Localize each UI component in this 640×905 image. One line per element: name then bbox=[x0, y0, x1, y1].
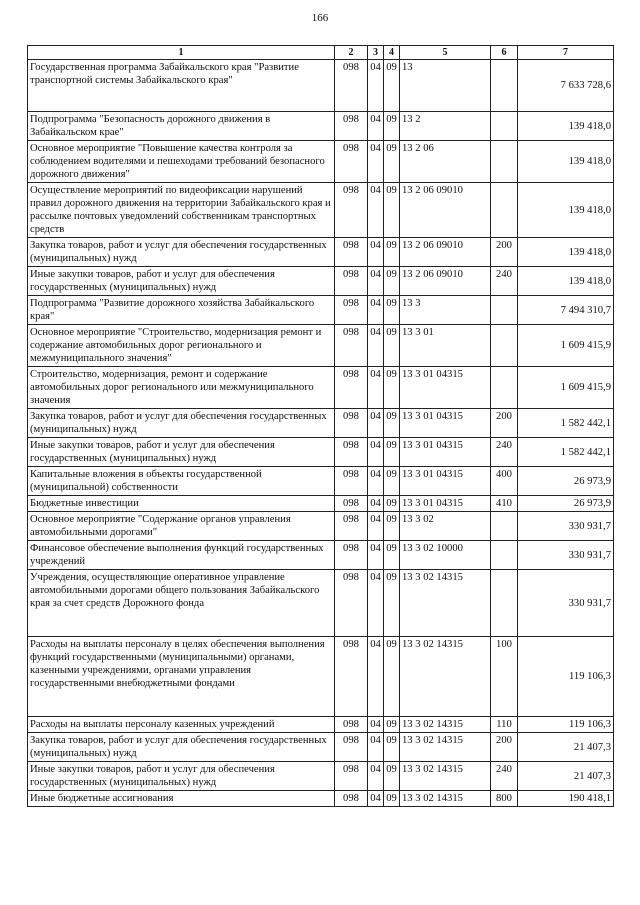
row-target-article: 13 3 02 14315 bbox=[400, 762, 491, 791]
row-admin-code: 098 bbox=[335, 112, 368, 141]
row-name: Основное мероприятие "Повышение качества контроля за соблюдением водителями и пешеходами требований безопасного дорожного движения" bbox=[28, 141, 335, 183]
row-amount: 119 106,3 bbox=[518, 717, 614, 733]
row-subsection-code: 09 bbox=[384, 238, 400, 267]
row-target-article: 13 3 02 14315 bbox=[400, 791, 491, 807]
table-row bbox=[28, 733, 614, 762]
table-row bbox=[28, 296, 614, 325]
row-amount: 1 582 442,1 bbox=[518, 438, 614, 467]
row-name: Бюджетные инвестиции bbox=[28, 496, 335, 512]
row-name: Расходы на выплаты персоналу в целях обеспечения выполнения функций государственными (муниципальными) органами, казенными учреждениями, органами управления государственными внебюджетными фондами bbox=[28, 637, 335, 717]
row-subsection-code: 09 bbox=[384, 512, 400, 541]
row-amount: 21 407,3 bbox=[518, 733, 614, 762]
row-amount: 119 106,3 bbox=[518, 637, 614, 717]
row-subsection-code: 09 bbox=[384, 325, 400, 367]
row-amount: 1 609 415,9 bbox=[518, 367, 614, 409]
row-section-code: 04 bbox=[368, 512, 384, 541]
row-amount: 7 633 728,6 bbox=[518, 60, 614, 112]
row-expense-type bbox=[491, 367, 518, 409]
row-name: Основное мероприятие "Содержание органов управления автомобильными дорогами" bbox=[28, 512, 335, 541]
row-target-article: 13 3 01 bbox=[400, 325, 491, 367]
row-expense-type: 240 bbox=[491, 267, 518, 296]
header-col-6: 6 bbox=[491, 46, 518, 60]
row-amount: 1 582 442,1 bbox=[518, 409, 614, 438]
row-section-code: 04 bbox=[368, 717, 384, 733]
header-col-2: 2 bbox=[335, 46, 368, 60]
row-target-article: 13 3 02 14315 bbox=[400, 637, 491, 717]
row-amount: 139 418,0 bbox=[518, 141, 614, 183]
header-col-4: 4 bbox=[384, 46, 400, 60]
table-row bbox=[28, 238, 614, 267]
row-target-article: 13 3 01 04315 bbox=[400, 467, 491, 496]
row-subsection-code: 09 bbox=[384, 467, 400, 496]
row-section-code: 04 bbox=[368, 267, 384, 296]
row-section-code: 04 bbox=[368, 183, 384, 238]
row-section-code: 04 bbox=[368, 496, 384, 512]
row-subsection-code: 09 bbox=[384, 637, 400, 717]
table-row bbox=[28, 762, 614, 791]
row-name: Иные бюджетные ассигнования bbox=[28, 791, 335, 807]
row-amount: 139 418,0 bbox=[518, 112, 614, 141]
table-row bbox=[28, 467, 614, 496]
row-subsection-code: 09 bbox=[384, 733, 400, 762]
row-target-article: 13 3 02 bbox=[400, 512, 491, 541]
row-target-article: 13 3 02 10000 bbox=[400, 541, 491, 570]
row-admin-code: 098 bbox=[335, 512, 368, 541]
table-row bbox=[28, 512, 614, 541]
row-admin-code: 098 bbox=[335, 367, 368, 409]
row-name: Финансовое обеспечение выполнения функций государственных учреждений bbox=[28, 541, 335, 570]
row-name: Основное мероприятие "Строительство, модернизация ремонт и содержание автомобильных дорог регионального и межмуниципального значения" bbox=[28, 325, 335, 367]
row-section-code: 04 bbox=[368, 733, 384, 762]
row-name: Строительство, модернизация, ремонт и содержание автомобильных дорог регионального или межмуниципального значения bbox=[28, 367, 335, 409]
row-expense-type: 200 bbox=[491, 238, 518, 267]
row-subsection-code: 09 bbox=[384, 717, 400, 733]
row-target-article: 13 3 bbox=[400, 296, 491, 325]
row-admin-code: 098 bbox=[335, 141, 368, 183]
row-target-article: 13 3 01 04315 bbox=[400, 367, 491, 409]
row-name: Государственная программа Забайкальского края "Развитие транспортной системы Забайкальского края" bbox=[28, 60, 335, 112]
table-row bbox=[28, 267, 614, 296]
row-expense-type: 200 bbox=[491, 733, 518, 762]
row-admin-code: 098 bbox=[335, 570, 368, 637]
table-row bbox=[28, 791, 614, 807]
table-row bbox=[28, 141, 614, 183]
row-admin-code: 098 bbox=[335, 325, 368, 367]
row-expense-type: 110 bbox=[491, 717, 518, 733]
row-amount: 1 609 415,9 bbox=[518, 325, 614, 367]
row-subsection-code: 09 bbox=[384, 791, 400, 807]
row-admin-code: 098 bbox=[335, 637, 368, 717]
table-row bbox=[28, 367, 614, 409]
row-amount: 7 494 310,7 bbox=[518, 296, 614, 325]
row-admin-code: 098 bbox=[335, 717, 368, 733]
row-admin-code: 098 bbox=[335, 496, 368, 512]
row-target-article: 13 3 02 14315 bbox=[400, 570, 491, 637]
row-expense-type bbox=[491, 141, 518, 183]
row-name: Закупка товаров, работ и услуг для обеспечения государственных (муниципальных) нужд bbox=[28, 238, 335, 267]
row-section-code: 04 bbox=[368, 762, 384, 791]
row-expense-type bbox=[491, 112, 518, 141]
table-row bbox=[28, 541, 614, 570]
row-admin-code: 098 bbox=[335, 183, 368, 238]
table-row bbox=[28, 112, 614, 141]
row-subsection-code: 09 bbox=[384, 141, 400, 183]
row-expense-type bbox=[491, 541, 518, 570]
row-name: Закупка товаров, работ и услуг для обеспечения государственных (муниципальных) нужд bbox=[28, 733, 335, 762]
row-subsection-code: 09 bbox=[384, 496, 400, 512]
row-admin-code: 098 bbox=[335, 438, 368, 467]
row-subsection-code: 09 bbox=[384, 409, 400, 438]
row-section-code: 04 bbox=[368, 238, 384, 267]
row-amount: 21 407,3 bbox=[518, 762, 614, 791]
row-amount: 26 973,9 bbox=[518, 467, 614, 496]
row-subsection-code: 09 bbox=[384, 570, 400, 637]
row-subsection-code: 09 bbox=[384, 762, 400, 791]
row-expense-type: 240 bbox=[491, 762, 518, 791]
table-row bbox=[28, 438, 614, 467]
row-expense-type bbox=[491, 570, 518, 637]
table-row bbox=[28, 325, 614, 367]
row-admin-code: 098 bbox=[335, 762, 368, 791]
row-section-code: 04 bbox=[368, 467, 384, 496]
budget-table bbox=[27, 45, 614, 807]
row-expense-type bbox=[491, 60, 518, 112]
header-col-1: 1 bbox=[28, 46, 335, 60]
row-subsection-code: 09 bbox=[384, 438, 400, 467]
row-section-code: 04 bbox=[368, 438, 384, 467]
row-expense-type bbox=[491, 325, 518, 367]
page-number: 166 bbox=[311, 12, 329, 24]
row-admin-code: 098 bbox=[335, 296, 368, 325]
row-section-code: 04 bbox=[368, 409, 384, 438]
row-subsection-code: 09 bbox=[384, 541, 400, 570]
header-col-7: 7 bbox=[518, 46, 614, 60]
row-subsection-code: 09 bbox=[384, 112, 400, 141]
row-expense-type bbox=[491, 183, 518, 238]
row-target-article: 13 2 06 09010 bbox=[400, 183, 491, 238]
row-name: Подпрограмма "Безопасность дорожного движения в Забайкальском крае" bbox=[28, 112, 335, 141]
row-section-code: 04 bbox=[368, 637, 384, 717]
row-subsection-code: 09 bbox=[384, 60, 400, 112]
row-target-article: 13 bbox=[400, 60, 491, 112]
row-amount: 139 418,0 bbox=[518, 267, 614, 296]
row-section-code: 04 bbox=[368, 141, 384, 183]
table-header-row bbox=[28, 46, 614, 60]
row-name: Учреждения, осуществляющие оперативное управление автомобильными дорогами общего пользования Забайкальского края за счет средств Дорожного фонда bbox=[28, 570, 335, 637]
row-subsection-code: 09 bbox=[384, 296, 400, 325]
row-admin-code: 098 bbox=[335, 60, 368, 112]
row-admin-code: 098 bbox=[335, 467, 368, 496]
header-col-5: 5 bbox=[400, 46, 491, 60]
row-subsection-code: 09 bbox=[384, 267, 400, 296]
row-name: Подпрограмма "Развитие дорожного хозяйства Забайкальского края" bbox=[28, 296, 335, 325]
row-expense-type bbox=[491, 512, 518, 541]
row-expense-type: 410 bbox=[491, 496, 518, 512]
row-name: Иные закупки товаров, работ и услуг для обеспечения государственных (муниципальных) нужд bbox=[28, 267, 335, 296]
row-amount: 330 931,7 bbox=[518, 512, 614, 541]
row-section-code: 04 bbox=[368, 60, 384, 112]
row-expense-type: 240 bbox=[491, 438, 518, 467]
row-admin-code: 098 bbox=[335, 267, 368, 296]
row-section-code: 04 bbox=[368, 367, 384, 409]
row-target-article: 13 2 bbox=[400, 112, 491, 141]
row-section-code: 04 bbox=[368, 791, 384, 807]
row-expense-type: 100 bbox=[491, 637, 518, 717]
row-target-article: 13 2 06 bbox=[400, 141, 491, 183]
table-row bbox=[28, 409, 614, 438]
row-expense-type: 200 bbox=[491, 409, 518, 438]
row-amount: 190 418,1 bbox=[518, 791, 614, 807]
row-target-article: 13 3 01 04315 bbox=[400, 496, 491, 512]
row-expense-type bbox=[491, 296, 518, 325]
row-expense-type: 400 bbox=[491, 467, 518, 496]
row-amount: 139 418,0 bbox=[518, 183, 614, 238]
row-subsection-code: 09 bbox=[384, 183, 400, 238]
row-target-article: 13 3 01 04315 bbox=[400, 438, 491, 467]
row-name: Осуществление мероприятий по видеофиксации нарушений правил дорожного движения на территории Забайкальского края и рассылке почтовых уведомлений собственникам транспортных средств bbox=[28, 183, 335, 238]
row-admin-code: 098 bbox=[335, 409, 368, 438]
row-section-code: 04 bbox=[368, 570, 384, 637]
row-admin-code: 098 bbox=[335, 733, 368, 762]
table-row bbox=[28, 183, 614, 238]
row-name: Капитальные вложения в объекты государственной (муниципальной) собственности bbox=[28, 467, 335, 496]
row-expense-type: 800 bbox=[491, 791, 518, 807]
table-row bbox=[28, 496, 614, 512]
row-target-article: 13 3 02 14315 bbox=[400, 733, 491, 762]
row-amount: 139 418,0 bbox=[518, 238, 614, 267]
row-name: Иные закупки товаров, работ и услуг для обеспечения государственных (муниципальных) нужд bbox=[28, 762, 335, 791]
row-section-code: 04 bbox=[368, 541, 384, 570]
row-target-article: 13 2 06 09010 bbox=[400, 267, 491, 296]
row-target-article: 13 3 01 04315 bbox=[400, 409, 491, 438]
row-section-code: 04 bbox=[368, 296, 384, 325]
row-admin-code: 098 bbox=[335, 541, 368, 570]
row-name: Закупка товаров, работ и услуг для обеспечения государственных (муниципальных) нужд bbox=[28, 409, 335, 438]
row-amount: 330 931,7 bbox=[518, 570, 614, 637]
table-row bbox=[28, 637, 614, 717]
header-col-3: 3 bbox=[368, 46, 384, 60]
row-target-article: 13 2 06 09010 bbox=[400, 238, 491, 267]
row-name: Иные закупки товаров, работ и услуг для обеспечения государственных (муниципальных) нужд bbox=[28, 438, 335, 467]
row-section-code: 04 bbox=[368, 112, 384, 141]
table-row bbox=[28, 717, 614, 733]
row-target-article: 13 3 02 14315 bbox=[400, 717, 491, 733]
row-subsection-code: 09 bbox=[384, 367, 400, 409]
row-admin-code: 098 bbox=[335, 238, 368, 267]
row-section-code: 04 bbox=[368, 325, 384, 367]
table-row bbox=[28, 570, 614, 637]
table-row bbox=[28, 60, 614, 112]
row-admin-code: 098 bbox=[335, 791, 368, 807]
row-name: Расходы на выплаты персоналу казенных учреждений bbox=[28, 717, 335, 733]
row-amount: 330 931,7 bbox=[518, 541, 614, 570]
row-amount: 26 973,9 bbox=[518, 496, 614, 512]
